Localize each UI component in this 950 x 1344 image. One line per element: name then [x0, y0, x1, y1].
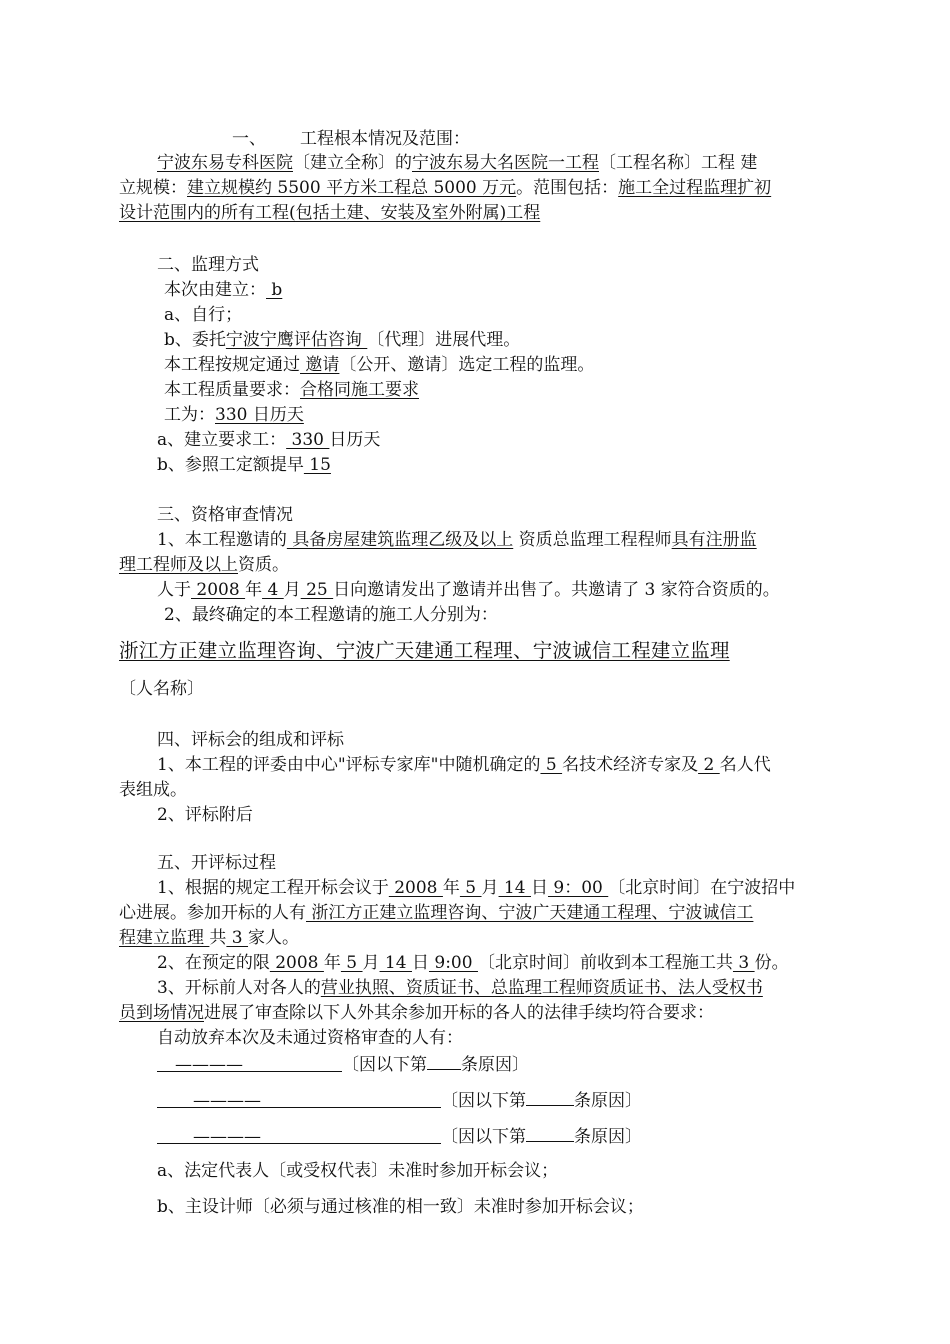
s4-line1: 1、本工程的评委由中心"评标专家库"中随机确定的 5 名技术经济专家及 2 名人代 — [157, 755, 771, 775]
s2-line6: 工为：330 日历天 — [164, 405, 304, 425]
blank-row-1: ———— 〔因以下第 条原因〕 — [157, 1051, 529, 1077]
blank-row-3: ———— 〔因以下第 条原因〕 — [157, 1123, 642, 1149]
s5-line6: 员到场情况进展了审查除以下人外其余参加开标的各人的法律手续均符合要求： — [119, 1003, 714, 1023]
blank-row-2: ———— 〔因以下第 条原因〕 — [157, 1087, 642, 1113]
s5-line2: 心进展。参加开标的人有 浙江方正建立监理咨询、宁波广天建通工程理、宁波诚信工 — [119, 903, 754, 923]
s3-bidders: 浙江方正建立监理咨询、宁波广天建通工程理、宁波诚信工程建立监理 — [119, 639, 730, 662]
s2-line4: 本工程按规定通过 邀请〔公开、邀请〕选定工程的监理。 — [164, 355, 595, 375]
s2-line3: b、委托宁波宁鹰评估咨询 〔代理〕进展代理。 — [164, 330, 521, 350]
reason-b: b、主设计师〔必须与通过核准的相一致〕未准时参加开标会议； — [157, 1197, 644, 1217]
s3-line2: 理工程师及以上资质。 — [119, 555, 289, 575]
reason-a: a、法定代表人〔或受权代表〕未准时参加开标会议； — [157, 1161, 559, 1181]
s5-line4: 2、在预定的限 2008 年 5 月 14 日 9:00 〔北京时间〕前收到本工程施工共 3 份。 — [157, 953, 789, 973]
s3-line4: 2、最终确定的本工程邀请的施工人分别为： — [164, 605, 498, 625]
s2-line8: b、参照工定额提早 15 — [157, 455, 331, 475]
s2-line7: a、建立要求工： 330 日历天 — [157, 430, 381, 450]
s5-line7: 自动放弃本次及未通过资格审查的人有： — [157, 1028, 463, 1048]
s5-line1: 1、根据的规定工程开标会议于 2008 年 5 月 14 日 9：00 〔北京时间〕在宁波招中 — [157, 878, 796, 898]
s5-line3: 程建立监理 共 3 家人。 — [119, 928, 300, 948]
section4-heading: 四、评标会的组成和评标 — [157, 730, 344, 750]
s1-line2: 立规模：建立规模约 5500 平方米工程总 5000 万元。范围包括：施工全过程监理扩初 — [119, 178, 772, 198]
s5-line5: 3、开标前人对各人的营业执照、资质证书、总监理工程师资质证书、法人受权书 — [157, 978, 763, 998]
s3-bidder-note: 〔人名称〕 — [119, 679, 204, 699]
s3-line3: 人于 2008 年 4 月 25 日向邀请发出了邀请并出售了。共邀请了 3 家符合资质的。 — [157, 580, 780, 600]
s2-line1: 本次由建立： b — [164, 280, 283, 300]
section3-heading: 三、资格审查情况 — [157, 505, 293, 525]
s4-line3: 2、评标附后 — [157, 805, 253, 825]
s1-line3: 设计范围内的所有工程(包括土建、安装及室外附属)工程 — [119, 203, 541, 223]
s2-line2: a、自行； — [164, 305, 243, 325]
s2-line5: 本工程质量要求：合格同施工要求 — [164, 380, 419, 400]
s1-line1: 宁波东易专科医院〔建立全称〕的宁波东易大名医院一工程〔工程名称〕工程 建 — [157, 153, 758, 173]
section2-heading: 二、监理方式 — [157, 255, 259, 275]
s3-line1: 1、本工程邀请的 具备房屋建筑监理乙级及以上 资质总监理工程程师具有注册监 — [157, 530, 757, 550]
s4-line2: 表组成。 — [119, 780, 187, 800]
section5-heading: 五、开评标过程 — [157, 853, 276, 873]
section1-heading: 一、 工程根本情况及范围： — [232, 129, 470, 149]
